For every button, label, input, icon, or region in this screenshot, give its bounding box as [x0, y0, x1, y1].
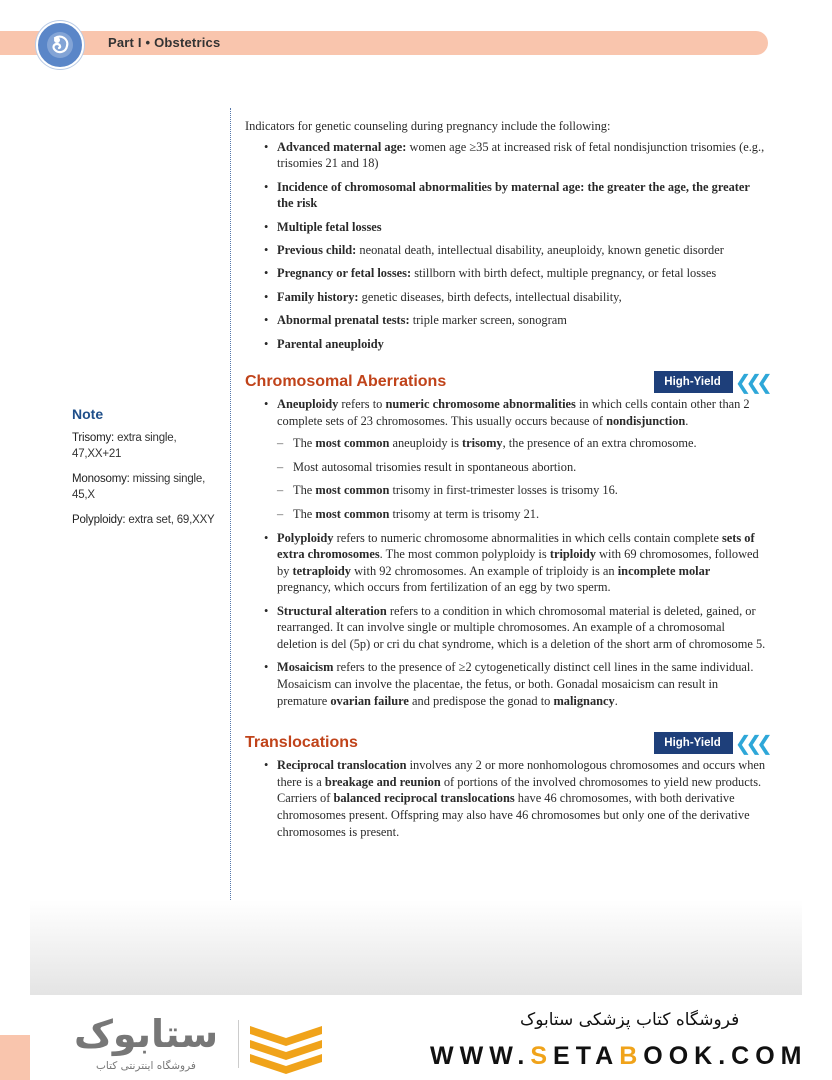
footer-corner-tab — [0, 1035, 30, 1080]
book-stack-icon — [246, 1018, 326, 1079]
note-item: Monosomy: missing single, 45,X — [72, 473, 206, 501]
list-item: • Pregnancy or fetal losses: stillborn with birth defect, multiple pregnancy, or fetal losses — [245, 265, 767, 282]
section-header-chromosomal — [245, 370, 767, 395]
logo-tagline: فروشگاه اینترنتی کتاب — [96, 1060, 196, 1072]
setabook-logo[interactable] — [66, 1014, 246, 1074]
fetus-icon — [36, 21, 84, 69]
sub-list — [277, 435, 767, 522]
high-yield-badge — [654, 370, 767, 394]
list-item: • Aneuploidy refers to numeric chromosome abnormalities in which cells contain other than 2 complete sets of 23 chromosomes. This usually occurs because of nondisjunction. – The most common aneuploidy is trisomy, the presence of an extra chromosome. – Most autosomal trisomies result in spontaneous abortion. – The most common trisomy in first-trimester losses is trisomy 16. – The most common trisomy at term is trisomy 21. — [245, 396, 767, 523]
section-title: Translocations — [245, 734, 358, 752]
store-url[interactable]: WWW.SETABOOK.COM — [430, 1042, 808, 1070]
margin-divider — [230, 108, 231, 998]
list-item: • Polyploidy refers to numeric chromosome abnormalities in which cells contain complete sets of extra chromosomes. The most common polyploidy is triploidy with 69 chromosomes, followed by tetraploidy with 92 chromosomes. An example of triploidy is an incomplete molar pregnancy, which occurs from fertilization of an egg by two sperm. — [245, 530, 767, 596]
list-item: • Previous child: neonatal death, intellectual disability, aneuploidy, known genetic disorder — [245, 242, 767, 259]
aberration-list — [245, 396, 767, 709]
page-fade — [30, 900, 802, 995]
section-header-translocations — [245, 731, 767, 756]
logo-wordmark: ستابوک — [74, 1012, 219, 1056]
list-item: • Structural alteration refers to a condition in which chromosomal material is deleted, gained, or rearranged. It can involve single or multiple chromosomes. An example of a chromosomal deletion is del (5p) or cri du chat syndrome, which is a deletion of the short arm of chromosome 5. — [245, 603, 767, 653]
chevron-left-icon: ❮❮❮ — [734, 731, 767, 756]
list-item: • Mosaicism refers to the presence of ≥2 cytogenetically distinct cell lines in the same individual. Mosaicism can involve the placentae, the fetus, or both. Gonadal mosaicism can result in premature ovarian failure and predispose the gonad to malignancy. — [245, 659, 767, 709]
translocation-list — [245, 757, 767, 840]
section-title: Chromosomal Aberrations — [245, 373, 447, 391]
sub-list-item: – The most common trisomy in first-trimester losses is trisomy 16. — [277, 482, 767, 499]
high-yield-label: High-Yield — [654, 732, 732, 754]
note-item: Polyploidy: extra set, 69,XXY — [72, 514, 215, 526]
store-name: فروشگاه کتاب پزشکی ستابوک — [520, 1010, 740, 1030]
list-item: • Family history: genetic diseases, birth defects, intellectual disability, — [245, 289, 767, 306]
list-item: • Abnormal prenatal tests: triple marker screen, sonogram — [245, 312, 767, 329]
list-item: • Advanced maternal age: women age ≥35 at increased risk of fetal nondisjunction trisomies (e.g., trisomies 21 and 18) — [245, 139, 767, 172]
chevron-left-icon: ❮❮❮ — [734, 370, 767, 395]
main-content — [245, 118, 767, 847]
list-item: • Incidence of chromosomal abnormalities by maternal age: the greater the age, the greater the risk — [245, 179, 767, 212]
list-item: • Reciprocal translocation involves any 2 or more nonhomologous chromosomes and occurs when there is a breakage and reunion of portions of the involved chromosomes to yield new products. Carriers of balanced reciprocal translocations have 46 chromosomes, with both derivative chromosomes present. Offspring may also have 46 chromosomes but only one of the derivative chromosomes is present. — [245, 757, 767, 840]
list-item: • Parental aneuploidy — [245, 336, 767, 353]
indicator-list — [245, 139, 767, 353]
high-yield-badge — [654, 731, 767, 755]
intro-paragraph: Indicators for genetic counseling during pregnancy include the following: — [245, 119, 611, 133]
high-yield-label: High-Yield — [654, 371, 732, 393]
list-item: • Multiple fetal losses — [245, 219, 767, 236]
logo-separator — [238, 1020, 239, 1068]
sub-list-item: – Most autosomal trisomies result in spontaneous abortion. — [277, 459, 767, 476]
note-item: Trisomy: extra single, 47,XX+21 — [72, 432, 177, 460]
note-title: Note — [72, 406, 104, 422]
page-header-title: Part I • Obstetrics — [108, 35, 221, 50]
sub-list-item: – The most common aneuploidy is trisomy, the presence of an extra chromosome. — [277, 435, 767, 452]
sidebar-note — [72, 406, 222, 537]
sub-list-item: – The most common trisomy at term is trisomy 21. — [277, 506, 767, 523]
